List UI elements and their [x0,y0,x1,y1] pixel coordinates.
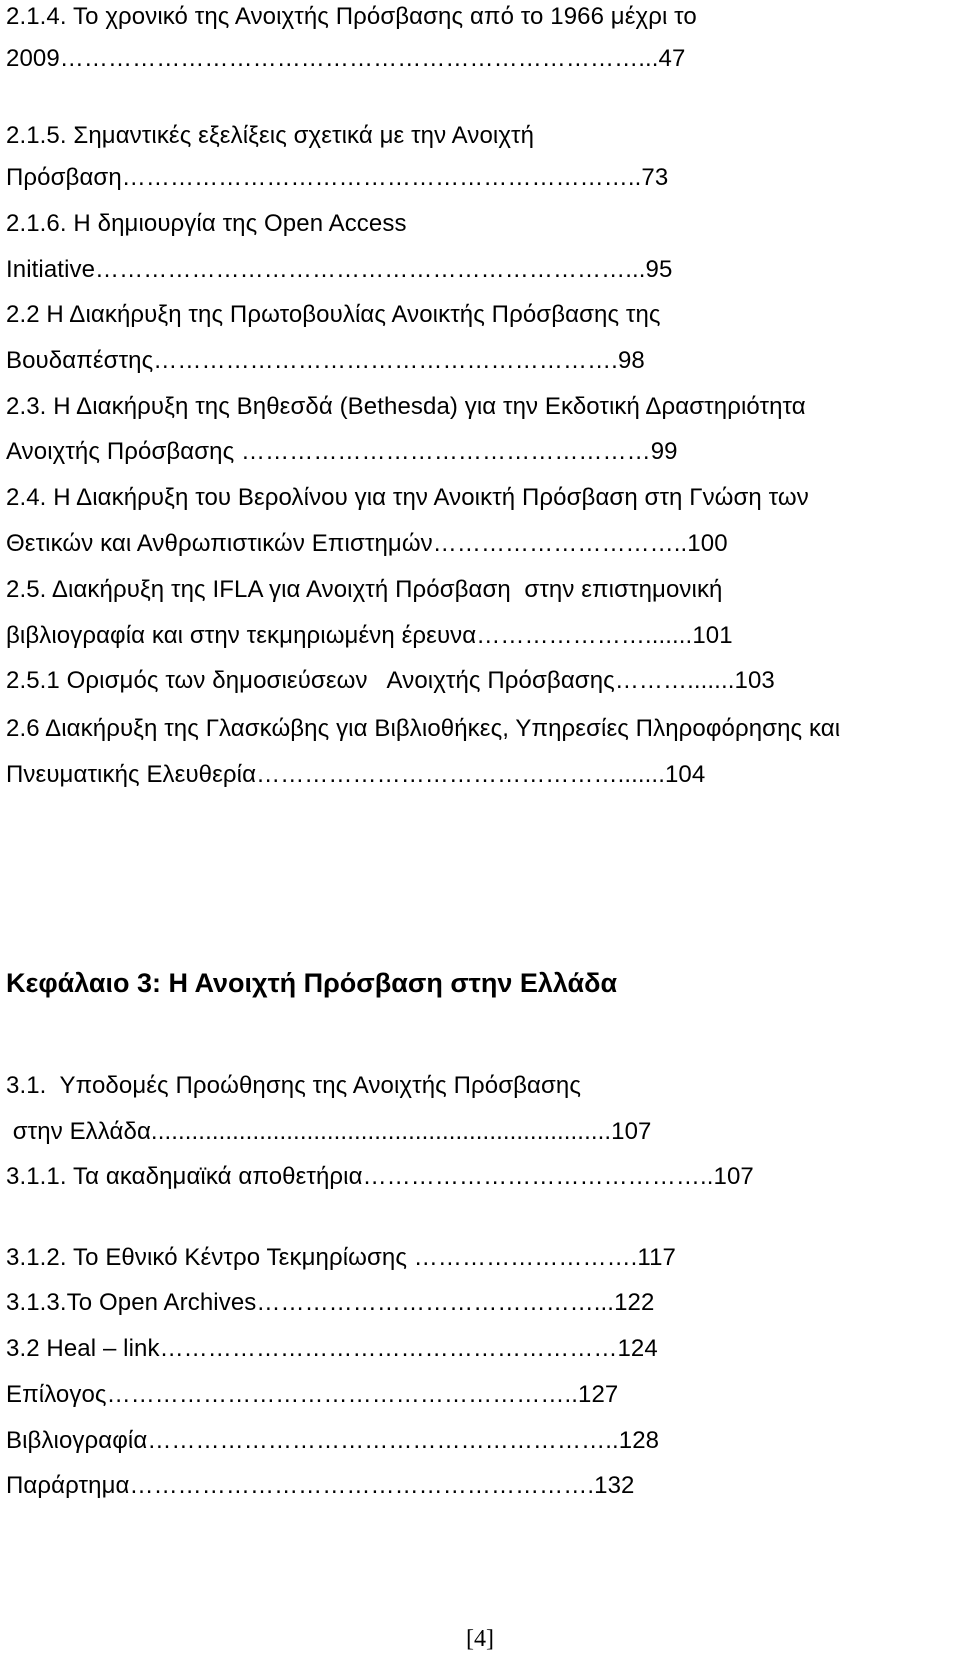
toc-line: 2.2 Η Διακήρυξη της Πρωτοβουλίας Ανοικτής Πρόσβασης της [6,301,661,328]
toc-line: Ανοιχτής Πρόσβασης ……………………………………………99 [6,438,678,465]
toc-line: 2.1.6. Η δημιουργία της Open Access [6,210,407,237]
toc-line: 3.1.1. Τα ακαδημαϊκά αποθετήρια……………………………………..107 [6,1163,754,1190]
toc-line: 2.1.4. Το χρονικό της Ανοιχτής Πρόσβασης από το 1966 μέχρι το [6,3,697,30]
toc-line: 3.1.3.Το Open Archives……………………………………...122 [6,1289,655,1316]
toc-line: 3.2 Heal – link…………………………………………………124 [6,1335,658,1362]
toc-line: 2.4. Η Διακήρυξη του Βερολίνου για την Ανοικτή Πρόσβαση στη Γνώση των [6,484,809,511]
toc-line: 2.5. Διακήρυξη της IFLA για Ανοιχτή Πρόσβαση στην επιστημονική [6,576,723,603]
toc-line: 2.3. Η Διακήρυξη της Βηθεσδά (Bethesda) για την Εκδοτική Δραστηριότητα [6,393,806,420]
toc-line: 3.1. Υποδομές Προώθησης της Ανοιχτής Πρόσβασης [6,1072,582,1099]
toc-line: 2.5.1 Ορισμός των δημοσιεύσεων Ανοιχτής Πρόσβασης……….......103 [6,667,775,694]
toc-line: Παράρτημα………………………………………………….132 [6,1472,635,1499]
toc-line: Βιβλιογραφία…………………………………………………..128 [6,1427,660,1454]
toc-line: 2009………………………………………………………………...47 [6,45,686,72]
page-number: [4] [466,1626,494,1652]
toc-line: 2.6 Διακήρυξη της Γλασκώβης για Βιβλιοθήκες, Υπηρεσίες Πληροφόρησης και [6,715,841,742]
toc-line: Πνευματικής Ελευθερία……………………………………….......104 [6,761,706,788]
toc-line: 3.1.2. Το Εθνικό Κέντρο Τεκμηρίωσης ……………………….117 [6,1244,676,1271]
toc-line: Βουδαπέστης………………………………………………….98 [6,347,645,374]
toc-line: Επίλογος…………………………………………………..127 [6,1381,619,1408]
toc-line: Θετικών και Ανθρωπιστικών Επιστημών…………………………..100 [6,530,728,557]
toc-line: βιβλιογραφία και στην τεκμηριωμένη έρευνα………………….......101 [6,622,733,649]
toc-line: στην Ελλάδα....................................................................107 [6,1118,652,1145]
toc-line: Initiative…………………………………………………………...95 [6,256,673,283]
chapter-heading: Κεφάλαιο 3: Η Ανοιχτή Πρόσβαση στην Ελλάδα [6,968,618,998]
toc-line: Πρόσβαση………………………………………………………..73 [6,164,669,191]
toc-line: 2.1.5. Σημαντικές εξελίξεις σχετικά με την Ανοιχτή [6,122,535,149]
